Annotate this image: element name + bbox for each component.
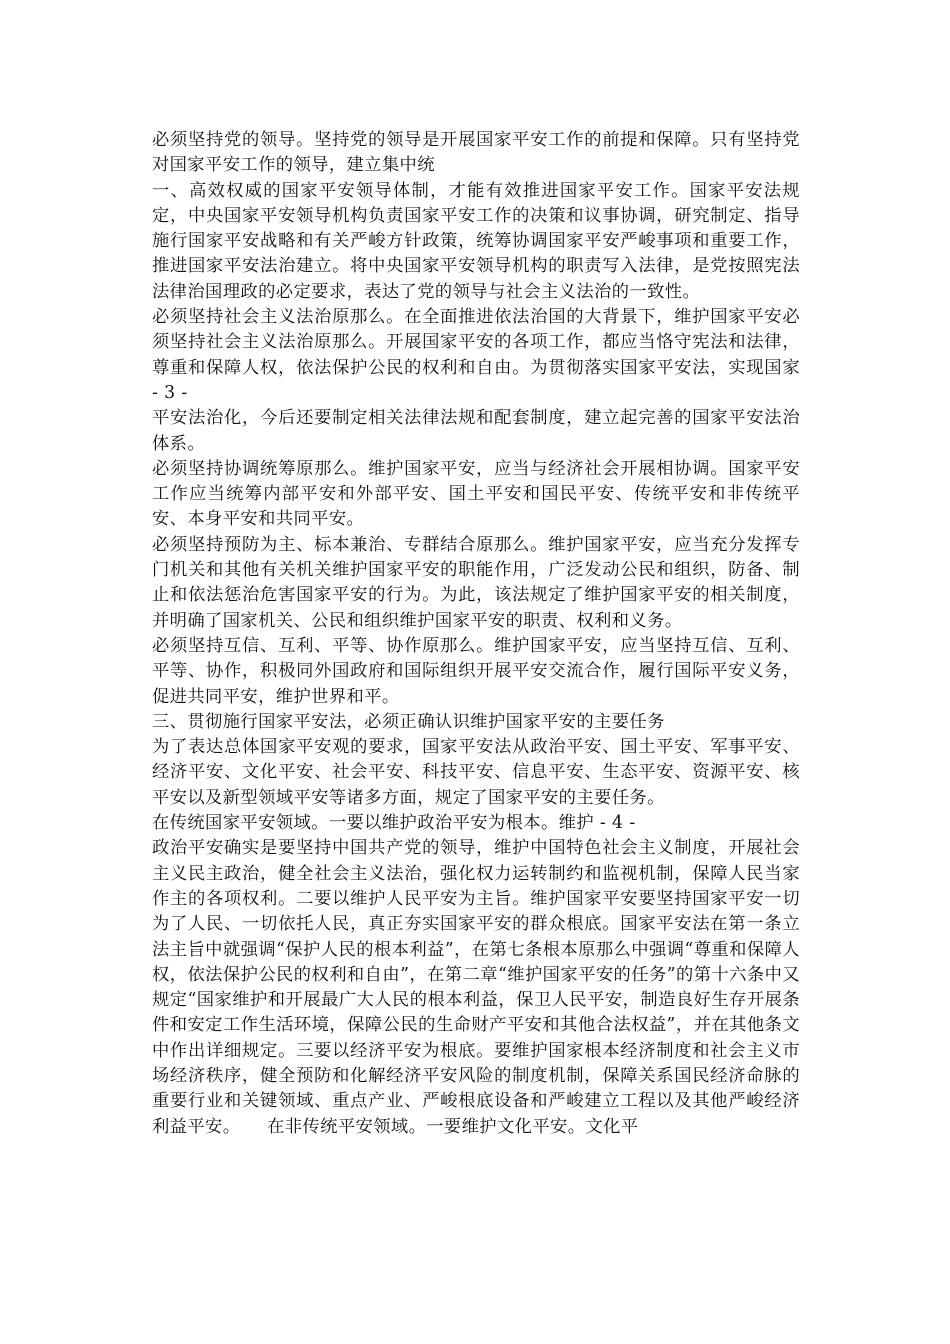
paragraph: 政治平安确实是要坚持中国共产党的领导，维护中国特色社会主义制度，开展社会主义民主政治，健全社会主义法治，强化权力运转制约和监视机制，保障人民当家作主的各项权利。二要以维护人民平安为主旨。维护国家平安要坚持国家平安一切为了人民、一切依托人民，真正夯实国家平安的群众根底。国家平安法在第一条立法主旨中就强调“保护人民的根本利益”，在第七条根本原那么中强调“尊重和保障人权，依法保护公民的权利和自由”，在第二章“维护国家平安的任务”的第十六条中又规定“国家维护和开展最广大人民的根本利益，保卫人民平安，制造良好生存开展条件和安定工作生活环境，保障公民的生命财产平安和其他合法权益”，并在其他条文中作出详细规定。三要以经济平安为根底。要维护国家根本经济制度和社会主义市场经济秩序，健全预防和化解经济平安风险的制度机制，保障关系国民经济命脉的重要行业和关键领域、重点产业、严峻根底设备和严峻建立工程以及其他严峻经济利益平安。 在非传统平安领域。一要维护文化平安。文化平 — [152, 838, 800, 1137]
section-heading: 三、贯彻施行国家平安法，必须正确认识维护国家平安的主要任务 — [152, 711, 665, 732]
document-body — [152, 128, 800, 1140]
paragraph: 平安法治化，今后还要制定相关法律法规和配套制度，建立起完善的国家平安法治体系。 — [152, 408, 800, 454]
paragraph: 必须坚持预防为主、标本兼治、专群结合原那么。维护国家平安，应当充分发挥专门机关和其他有关机关维护国家平安的职能作用，广泛发动公民和组织，防备、制止和依法惩治危害国家平安的行为。为此，该法规定了维护国家平安的相关制度，并明确了国家机关、公民和组织维护国家平安的职责、权利和义务。 — [152, 534, 800, 631]
paragraph: 一、高效权威的国家平安领导体制，才能有效推进国家平安工作。国家平安法规定，中央国家平安领导机构负责国家平安工作的决策和议事协调，研究制定、指导施行国家平安战略和有关严峻方针政策，统筹协调国家平安严峻事项和重要工作，推进国家平安法治建立。将中央国家平安领导机构的职责写入法律，是党按照宪法法律治国理政的必定要求，表达了党的领导与社会主义法治的一致性。 — [152, 180, 800, 302]
paragraph: 必须坚持互信、互利、平等、协作原那么。维护国家平安，应当坚持互信、互利、平等、协作，积极同外国政府和国际组织开展平安交流合作，履行国际平安义务，促进共同平安，维护世界和平。 — [152, 635, 800, 707]
paragraph: 为了表达总体国家平安观的要求，国家平安法从政治平安、国土平安、军事平安、经济平安、文化平安、社会平安、科技平安、信息平安、生态平安、资源平安、核平安以及新型领域平安等诸多方面，规定了国家平安的主要任务。 — [152, 737, 800, 808]
paragraph: 在传统国家平安领域。一要以维护政治平安为根本。维护 - 4 - — [152, 813, 636, 834]
paragraph: 必须坚持社会主义法治原那么。在全面推进依法治国的大背景下，维护国家平安必须坚持社会主义法治原那么。开展国家平安的各项工作，都应当恪守宪法和法律，尊重和保障人权，依法保护公民的权利和自由。为贯彻落实国家平安法，实现国家 - 3 - — [152, 307, 800, 403]
paragraph: 必须坚持协调统筹原那么。维护国家平安，应当与经济社会开展相协调。国家平安工作应当统筹内部平安和外部平安、国土平安和国民平安、传统平安和非传统平安、本身平安和共同平安。 — [152, 458, 800, 530]
paragraph: 必须坚持党的领导。坚持党的领导是开展国家平安工作的前提和保障。只有坚持党对国家平安工作的领导，建立集中统 — [152, 130, 800, 176]
